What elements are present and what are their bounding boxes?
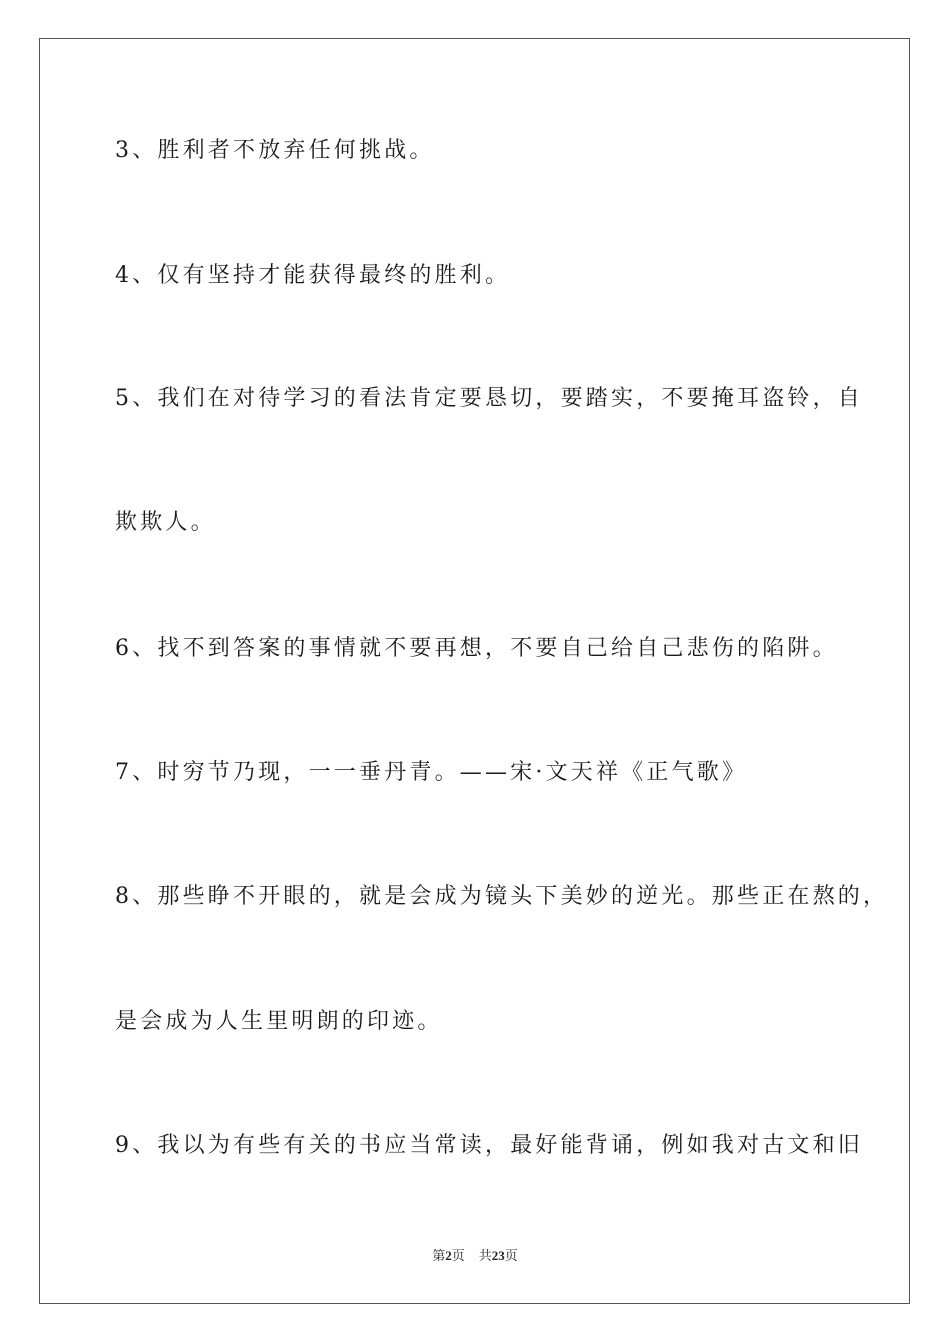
text-line-1: 3、胜利者不放弃任何挑战。 [115, 138, 435, 163]
text-line-2: 4、仅有坚持才能获得最终的胜利。 [115, 263, 511, 288]
total-suffix: 页 [504, 1249, 518, 1264]
text-line-5: 6、找不到答案的事情就不要再想，不要自己给自己悲伤的陷阱。 [115, 636, 838, 661]
page-footer [0, 1247, 950, 1266]
page-prefix: 第 [432, 1249, 446, 1264]
text-line-6: 7、时穷节乃现，一一垂丹青。——宋·文天祥《正气歌》 [115, 760, 748, 785]
page-border [39, 38, 910, 1304]
text-line-9: 9、我以为有些有关的书应当常读，最好能背诵，例如我对古文和旧 [115, 1133, 863, 1158]
total-pages: 23 [491, 1248, 505, 1263]
text-line-8: 是会成为人生里明朗的印迹。 [115, 1009, 443, 1034]
page-suffix: 页 [451, 1249, 465, 1264]
total-prefix: 共 [478, 1249, 492, 1264]
text-line-4: 欺欺人。 [115, 510, 216, 535]
page-number: 2 [445, 1248, 452, 1263]
text-line-3: 5、我们在对待学习的看法肯定要恳切，要踏实，不要掩耳盗铃，自 [115, 386, 863, 411]
text-line-7: 8、那些睁不开眼的，就是会成为镜头下美妙的逆光。那些正在熬的， [115, 884, 889, 909]
